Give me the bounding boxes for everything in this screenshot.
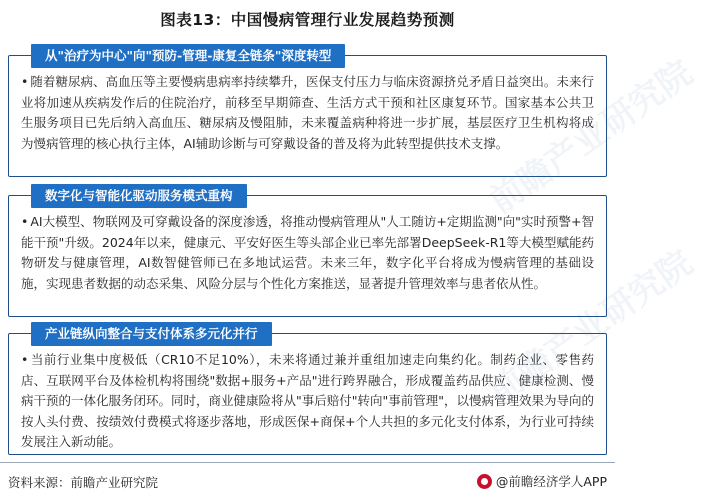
section-heading: 数字化与智能化驱动服务模式重构	[31, 184, 247, 208]
brand-credit	[477, 472, 607, 490]
trend-section-1	[8, 48, 607, 177]
watermark: 前瞻产业研究院	[482, 242, 700, 413]
trend-section-3	[8, 326, 607, 455]
bullet-icon: •	[21, 74, 29, 89]
page-title: 图表13：中国慢病管理行业发展趋势预测	[160, 11, 455, 29]
section-text-block	[21, 350, 594, 453]
trend-section-2	[8, 188, 607, 317]
section-text: 当前行业集中度极低（CR10不足10%），未来将通过兼并重组加速走向集约化。制药企业、零售药店、互联网平台及体检机构将围绕"数据+服务+产品"进行跨界融合，形成覆盖药品供应、健康检测、慢病干预的一体化服务闭环。同时，商业健康险将从"事后赔付"转向"事前管理"，以慢病管理效果为导向的按人头付费、按绩效付费模式将逐步落地，形成医保+商保+个人共担的多元化支付体系，为行业可持续发展注入新动能。	[21, 352, 595, 449]
section-text: 随着糖尿病、高血压等主要慢病患病率持续攀升，医保支付压力与临床资源挤兑矛盾日益突出。未来行业将加速从疾病发作后的住院治疗，前移至早期筛查、生活方式干预和社区康复环节。国家基本公共卫生服务项目已先后纳入高血压、糖尿病及慢阻肺，未来覆盖病种将进一步扩展，基层医疗卫生机构将成为慢病管理的核心执行主体，AI辅助诊断与可穿戴设备的普及将为此转型提供技术支撑。	[21, 74, 594, 151]
brand-text: @前瞻经济学人APP	[495, 474, 607, 489]
bullet-icon: •	[21, 352, 29, 367]
section-heading: 从"治疗为中心"向"预防-管理-康复全链条"深度转型	[31, 44, 345, 68]
footer	[0, 462, 615, 498]
source-note: 资料来源：前瞻产业研究院	[8, 475, 159, 490]
brand-logo-icon	[477, 474, 492, 489]
section-text: AI大模型、物联网及可穿戴设备的深度渗透，将推动慢病管理从"人工随访+定期监测"向"实时预警+智能干预"升级。2024年以来，健康元、平安好医生等头部企业已率先部署DeepSeek-R1等大模型赋能药物研发与健康管理，AI数智健管师已在多地试运营。未来三年，数字化平台将成为慢病管理的基础设施，实现患者数据的动态采集、风险分层与个性化方案推送，显著提升管理效率与患者依从性。	[21, 214, 594, 291]
bullet-icon: •	[21, 214, 29, 229]
section-text-block	[21, 72, 594, 154]
section-heading: 产业链纵向整合与支付体系多元化并行	[31, 322, 272, 346]
section-text-block	[21, 212, 594, 294]
